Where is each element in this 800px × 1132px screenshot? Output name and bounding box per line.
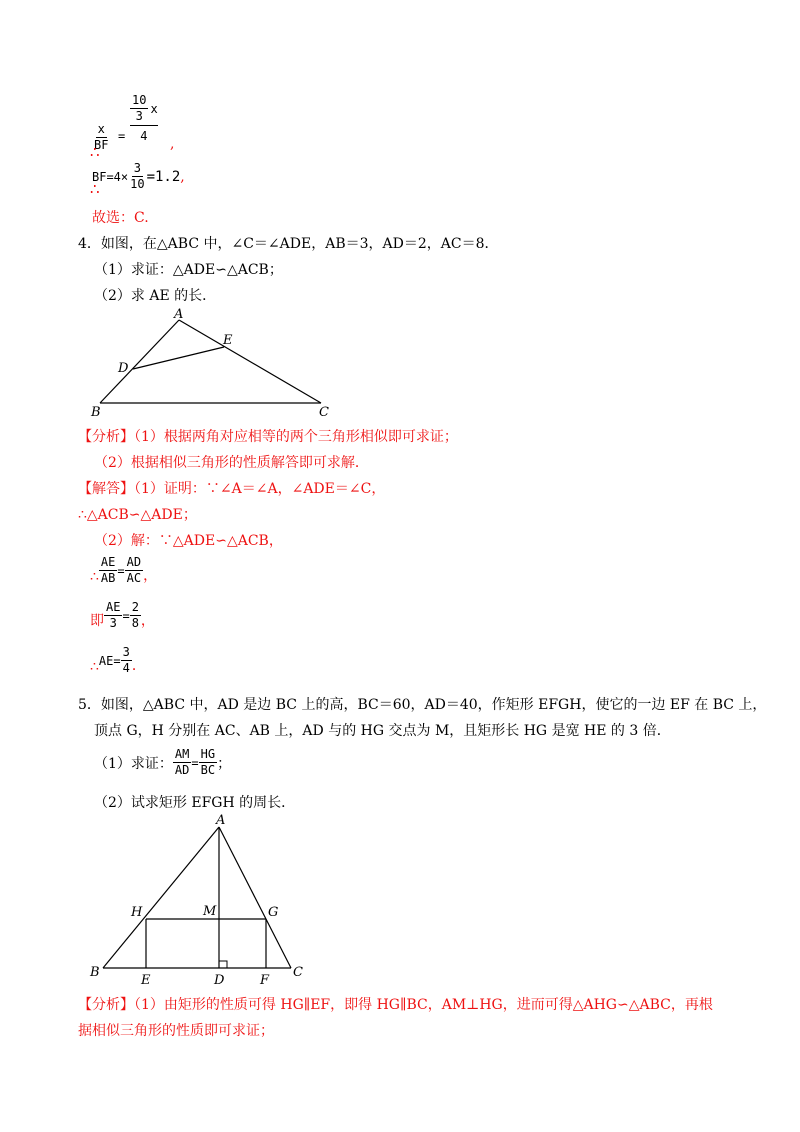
q4-ratio-1: ∴ $\frac{AE}{AB}$ = $\frac{AD}{AC}$ ，	[90, 555, 158, 585]
label-d: D	[118, 361, 129, 376]
q5-part1: （1）求证： $\frac{AM}{AD}$ = $\frac{HG}{BC}$ ；	[94, 747, 232, 777]
q5-stem-1: 5．如图，△ABC 中，AD 是边 BC 上的高，BC＝60，AD＝40，作矩形 EFGH，使它的一边 EF 在 BC 上，	[78, 697, 767, 713]
label-e: E	[141, 973, 151, 984]
label-a: A	[216, 813, 226, 828]
q4-ratio-3: ∴ AE= $\frac{3}{4}$ ．	[90, 645, 146, 675]
lhs-fraction: $\frac{x}{BF}$	[94, 122, 109, 152]
q5-part2: （2）试求矩形 EFGH 的周长．	[94, 795, 296, 811]
q4-solution-3: （2）解：∵△ADE∽△ACB，	[94, 533, 283, 549]
side-ac	[219, 827, 291, 968]
side-ac	[179, 320, 321, 403]
label-b: B	[91, 405, 101, 420]
equals-sign: =	[118, 129, 126, 143]
label-b: B	[90, 965, 100, 980]
segment-de	[133, 347, 224, 369]
comma: ,	[170, 136, 175, 152]
label-a: A	[174, 307, 184, 322]
q4-analysis-2: （2）根据相似三角形的性质解答即可求解．	[94, 455, 369, 471]
q5-triangle-figure	[88, 812, 318, 984]
label-e: E	[223, 333, 233, 348]
label-g: G	[268, 905, 279, 920]
q5-stem-2: 顶点 G，H 分别在 AC、AB 上，AD 与的 HG 交点为 M，且矩形长 HG 是宽 HE 的 3 倍．	[94, 723, 671, 739]
q4-ratio-2: 即 $\frac{AE}{3}$ = $\frac{2}{8}$ ，	[90, 600, 155, 630]
q5-analysis-1: 【分析】（1）由矩形的性质可得 HG∥EF，即得 HG∥BC，AM⊥HG，进而可得△AHG∽△ABC，再根	[78, 997, 713, 1013]
right-angle-mark	[219, 961, 227, 968]
label-c: C	[319, 405, 329, 420]
q4-solution-1: 【解答】（1）证明：∵∠A＝∠A，∠ADE＝∠C，	[78, 481, 386, 497]
answer-choice: 故选：C.	[92, 210, 149, 226]
bf-equation: BF=4× $\frac{3}{10}$ =1.2 ,	[92, 161, 185, 191]
label-m: M	[203, 904, 217, 919]
side-ab	[100, 320, 179, 403]
label-c: C	[293, 965, 303, 980]
q4-part2: （2）求 AE 的长．	[94, 288, 217, 304]
label-f: F	[260, 973, 270, 984]
q4-solution-2: ∴△ACB∽△ADE；	[78, 507, 197, 523]
compound-fraction: $\frac{10}{3}$ x 4	[132, 93, 158, 143]
q5-analysis-2: 据相似三角形的性质即可求证；	[78, 1023, 274, 1039]
therefore-symbol: ∴	[90, 143, 100, 161]
q4-part1: （1）求证：△ADE∽△ACB；	[94, 262, 283, 278]
label-h: H	[131, 905, 143, 920]
label-d: D	[214, 973, 225, 984]
q4-stem: 4．如图，在△ABC 中，∠C＝∠ADE，AB＝3，AD＝2，AC＝8．	[78, 236, 499, 252]
q4-analysis-1: 【分析】（1）根据两角对应相等的两个三角形相似即可求证；	[78, 429, 458, 445]
side-ab	[103, 827, 219, 968]
q4-triangle-figure	[88, 304, 348, 420]
